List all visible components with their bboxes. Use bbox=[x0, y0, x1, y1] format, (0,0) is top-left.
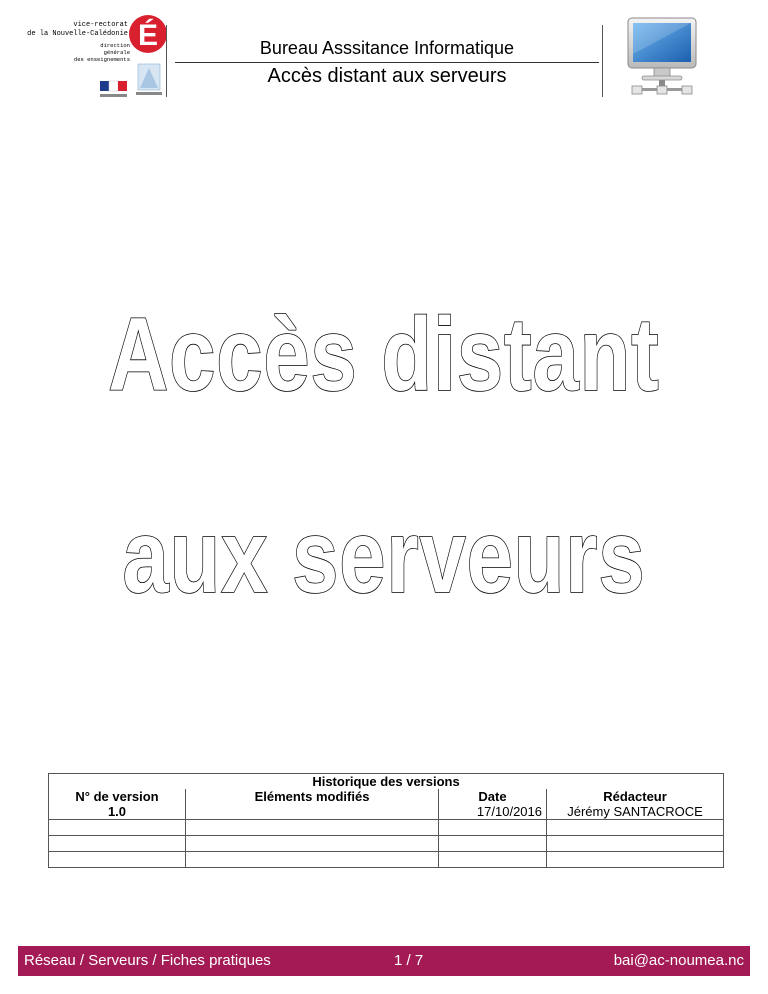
cell-changes bbox=[186, 836, 439, 852]
footer-email: bai@ac-noumea.nc bbox=[613, 952, 744, 969]
header-changes: Eléments modifiés bbox=[186, 789, 439, 804]
table-row bbox=[49, 836, 724, 852]
table-header-row bbox=[49, 789, 724, 804]
cell-author bbox=[547, 820, 724, 836]
cell-date bbox=[439, 836, 547, 852]
logo-line: générale bbox=[103, 49, 130, 56]
cell-date bbox=[439, 852, 547, 868]
logo-line: direction bbox=[100, 42, 130, 49]
cell-version: 1.0 bbox=[49, 804, 186, 820]
organization-name: Bureau Asssitance Informatique bbox=[259, 38, 515, 58]
logo-line: des enseignements bbox=[73, 56, 130, 63]
cover-title-line-2: aux serveurs bbox=[122, 499, 646, 615]
table-row bbox=[49, 804, 724, 820]
logo-line: de la Nouvelle-Calédonie bbox=[27, 30, 128, 38]
cell-version bbox=[49, 852, 186, 868]
header-divider-right bbox=[602, 25, 603, 97]
document-header-title: Accès distant aux serveurs bbox=[267, 65, 507, 87]
footer-page-number: 1 / 7 bbox=[394, 952, 424, 969]
header-date: Date bbox=[439, 789, 547, 804]
academy-logo bbox=[27, 12, 175, 104]
cell-version bbox=[49, 836, 186, 852]
header-version: N° de version bbox=[49, 789, 186, 804]
cell-changes bbox=[186, 852, 439, 868]
cell-author bbox=[547, 836, 724, 852]
cell-author bbox=[547, 852, 724, 868]
cell-author: Jérémy SANTACROCE bbox=[547, 804, 724, 820]
page-footer bbox=[18, 946, 750, 976]
cell-version bbox=[49, 820, 186, 836]
computer-network-icon bbox=[622, 14, 702, 100]
header-author: Rédacteur bbox=[547, 789, 724, 804]
cell-date: 17/10/2016 bbox=[439, 804, 547, 820]
footer-section: Réseau / Serveurs / Fiches pratiques bbox=[24, 952, 271, 969]
table-row bbox=[49, 820, 724, 836]
version-history-table bbox=[48, 773, 724, 868]
header-rule bbox=[175, 62, 599, 63]
cell-changes bbox=[186, 820, 439, 836]
header-divider-left bbox=[166, 25, 167, 97]
logo-line: vice-rectorat bbox=[73, 21, 128, 29]
cover-title-line-1: Accès distant bbox=[108, 297, 660, 413]
cell-date bbox=[439, 820, 547, 836]
cell-changes bbox=[186, 804, 439, 820]
svg-text:É: É bbox=[137, 19, 159, 52]
version-history-caption: Historique des versions bbox=[49, 774, 724, 790]
table-row bbox=[49, 852, 724, 868]
